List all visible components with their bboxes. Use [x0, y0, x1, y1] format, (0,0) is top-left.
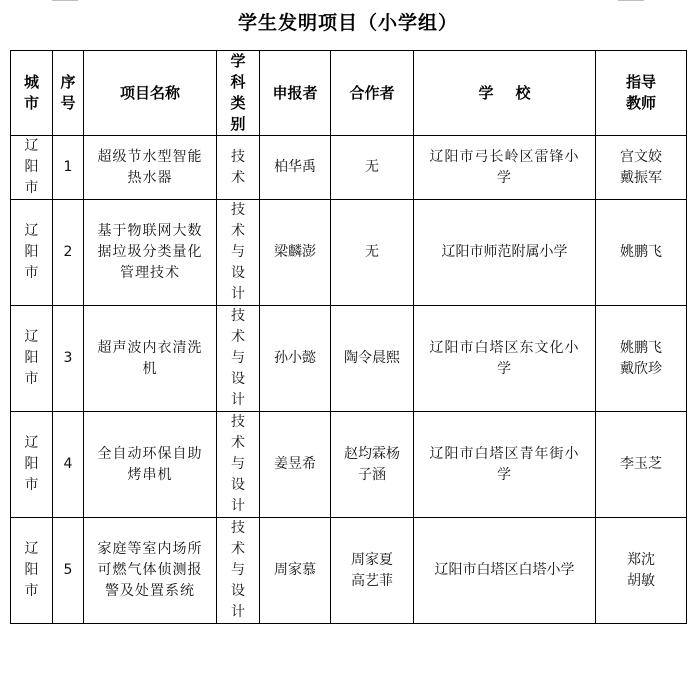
header-teacher: 指导教师 [596, 51, 687, 136]
table-row [11, 306, 687, 412]
cell-school: 辽阳市白塔区东文化小学 [414, 306, 596, 412]
cell-city: 辽阳市 [11, 200, 53, 306]
cell-no: 2 [53, 200, 84, 306]
cell-project: 基于物联网大数据垃圾分类量化管理技术 [84, 200, 217, 306]
cell-city: 辽阳市 [11, 136, 53, 200]
header-city: 城市 [11, 51, 53, 136]
table-row [11, 412, 687, 518]
cell-partner: 陶令晨熙 [331, 306, 414, 412]
cell-applicant: 姜昱希 [260, 412, 331, 518]
cell-city: 辽阳市 [11, 518, 53, 624]
cell-discipline: 技术与设计 [217, 412, 260, 518]
top-rule-right [618, 0, 644, 1]
top-rule-left [52, 0, 78, 1]
cell-school: 辽阳市白塔区白塔小学 [414, 518, 596, 624]
cell-discipline: 技术与设计 [217, 518, 260, 624]
cell-applicant: 孙小懿 [260, 306, 331, 412]
cell-teacher: 郑沈 胡敏 [596, 518, 687, 624]
header-project: 项目名称 [84, 51, 217, 136]
cell-project: 超声波内衣清洗机 [84, 306, 217, 412]
header-school: 学校 [414, 51, 596, 136]
cell-project: 全自动环保自助烤串机 [84, 412, 217, 518]
cell-discipline: 技术与设计 [217, 306, 260, 412]
header-row [11, 51, 687, 136]
header-partner: 合作者 [331, 51, 414, 136]
inventions-table [10, 50, 687, 624]
header-applicant: 申报者 [260, 51, 331, 136]
table-row [11, 200, 687, 306]
cell-city: 辽阳市 [11, 306, 53, 412]
cell-discipline: 技术 [217, 136, 260, 200]
cell-teacher: 姚鹏飞 [596, 200, 687, 306]
cell-teacher: 宫文姣 戴振军 [596, 136, 687, 200]
cell-no: 1 [53, 136, 84, 200]
cell-applicant: 柏华禹 [260, 136, 331, 200]
cell-teacher: 姚鹏飞 戴欣珍 [596, 306, 687, 412]
cell-partner: 无 [331, 136, 414, 200]
cell-applicant: 周家慕 [260, 518, 331, 624]
cell-teacher: 李玉芝 [596, 412, 687, 518]
cell-no: 4 [53, 412, 84, 518]
cell-partner: 无 [331, 200, 414, 306]
cell-school: 辽阳市白塔区青年街小学 [414, 412, 596, 518]
cell-school: 辽阳市师范附属小学 [414, 200, 596, 306]
header-discipline: 学科类别 [217, 51, 260, 136]
cell-no: 5 [53, 518, 84, 624]
page-title: 学生发明项目（小学组） [237, 12, 458, 34]
table-row [11, 136, 687, 200]
cell-discipline: 技术与设计 [217, 200, 260, 306]
table-row [11, 518, 687, 624]
cell-project: 家庭等室内场所可燃气体侦测报警及处置系统 [84, 518, 217, 624]
cell-no: 3 [53, 306, 84, 412]
cell-partner: 周家夏 高艺菲 [331, 518, 414, 624]
cell-partner: 赵均霖杨子涵 [331, 412, 414, 518]
header-no: 序号 [53, 51, 84, 136]
cell-city: 辽阳市 [11, 412, 53, 518]
cell-project: 超级节水型智能热水器 [84, 136, 217, 200]
cell-applicant: 梁麟澎 [260, 200, 331, 306]
cell-school: 辽阳市弓长岭区雷锋小学 [414, 136, 596, 200]
